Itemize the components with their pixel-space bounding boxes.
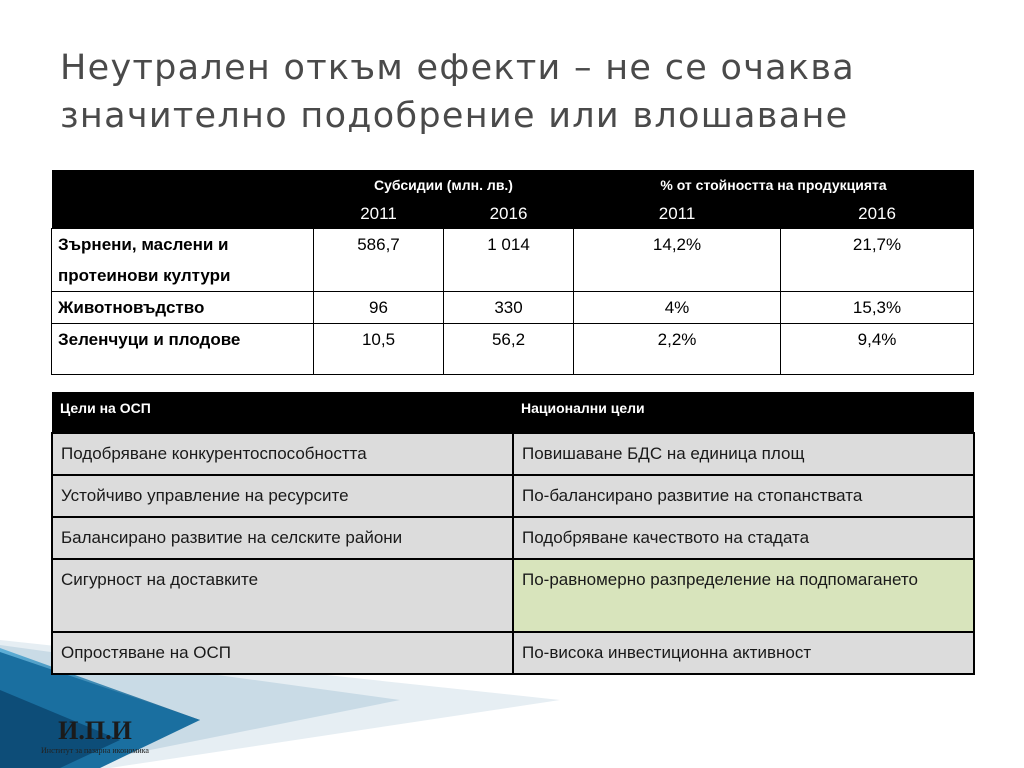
- cell-value: 9,4%: [781, 324, 974, 375]
- table-row: [52, 292, 974, 324]
- header-cell-empty: [52, 200, 314, 229]
- goals-table: [51, 392, 975, 675]
- row-label: Зеленчуци и плодове: [52, 324, 314, 375]
- table-header-row: [52, 392, 974, 433]
- cell-value: 586,7: [314, 229, 444, 292]
- logo-text: И.П.И: [58, 716, 132, 745]
- slide-title: Неутрален откъм ефекти – не се очаква значително подобрение или влошаване: [60, 48, 856, 136]
- national-goal-cell: Повишаване БДС на единица площ: [513, 433, 974, 475]
- ime-logo: [22, 716, 168, 768]
- header-percent: % от стойността на продукцията: [574, 170, 974, 200]
- cap-goal-cell: Сигурност на доставките: [52, 559, 513, 632]
- header-cell-empty: [52, 170, 314, 200]
- table-row: [52, 559, 974, 632]
- cell-value: 21,7%: [781, 229, 974, 292]
- header-subsidies: Субсидии (млн. лв.): [314, 170, 574, 200]
- header-national-goals: Национални цели: [513, 392, 974, 433]
- cell-value: 14,2%: [574, 229, 781, 292]
- cell-value: 1 014: [444, 229, 574, 292]
- table-row: [52, 433, 974, 475]
- logo-subtitle: Институт за пазарна икономика: [41, 746, 149, 755]
- year-header: 2011: [574, 200, 781, 229]
- table-row: [52, 517, 974, 559]
- cell-value: 2,2%: [574, 324, 781, 375]
- year-header: 2016: [444, 200, 574, 229]
- cell-value: 96: [314, 292, 444, 324]
- header-cap-goals: Цели на ОСП: [52, 392, 513, 433]
- cell-value: 4%: [574, 292, 781, 324]
- subsidies-table: [51, 170, 974, 375]
- table-header-row: [52, 170, 974, 200]
- table-row: [52, 324, 974, 375]
- row-label: Животновъдство: [52, 292, 314, 324]
- cap-goal-cell: Подобряване конкурентоспособността: [52, 433, 513, 475]
- national-goal-cell-highlighted: По-равномерно разпределение на подпомагането: [513, 559, 974, 632]
- table-row: [52, 632, 974, 674]
- year-header: 2011: [314, 200, 444, 229]
- cap-goal-cell: Устойчиво управление на ресурсите: [52, 475, 513, 517]
- cap-goal-cell: Опростяване на ОСП: [52, 632, 513, 674]
- national-goal-cell: Подобряване качеството на стадата: [513, 517, 974, 559]
- row-label: Зърнени, маслени и протеинови култури: [52, 229, 314, 292]
- table-row: [52, 229, 974, 292]
- table-row: [52, 475, 974, 517]
- cell-value: 56,2: [444, 324, 574, 375]
- cell-value: 15,3%: [781, 292, 974, 324]
- year-header: 2016: [781, 200, 974, 229]
- national-goal-cell: По-балансирано развитие на стопанствата: [513, 475, 974, 517]
- cell-value: 10,5: [314, 324, 444, 375]
- national-goal-cell: По-висока инвестиционна активност: [513, 632, 974, 674]
- cell-value: 330: [444, 292, 574, 324]
- cap-goal-cell: Балансирано развитие на селските райони: [52, 517, 513, 559]
- table-years-row: [52, 200, 974, 229]
